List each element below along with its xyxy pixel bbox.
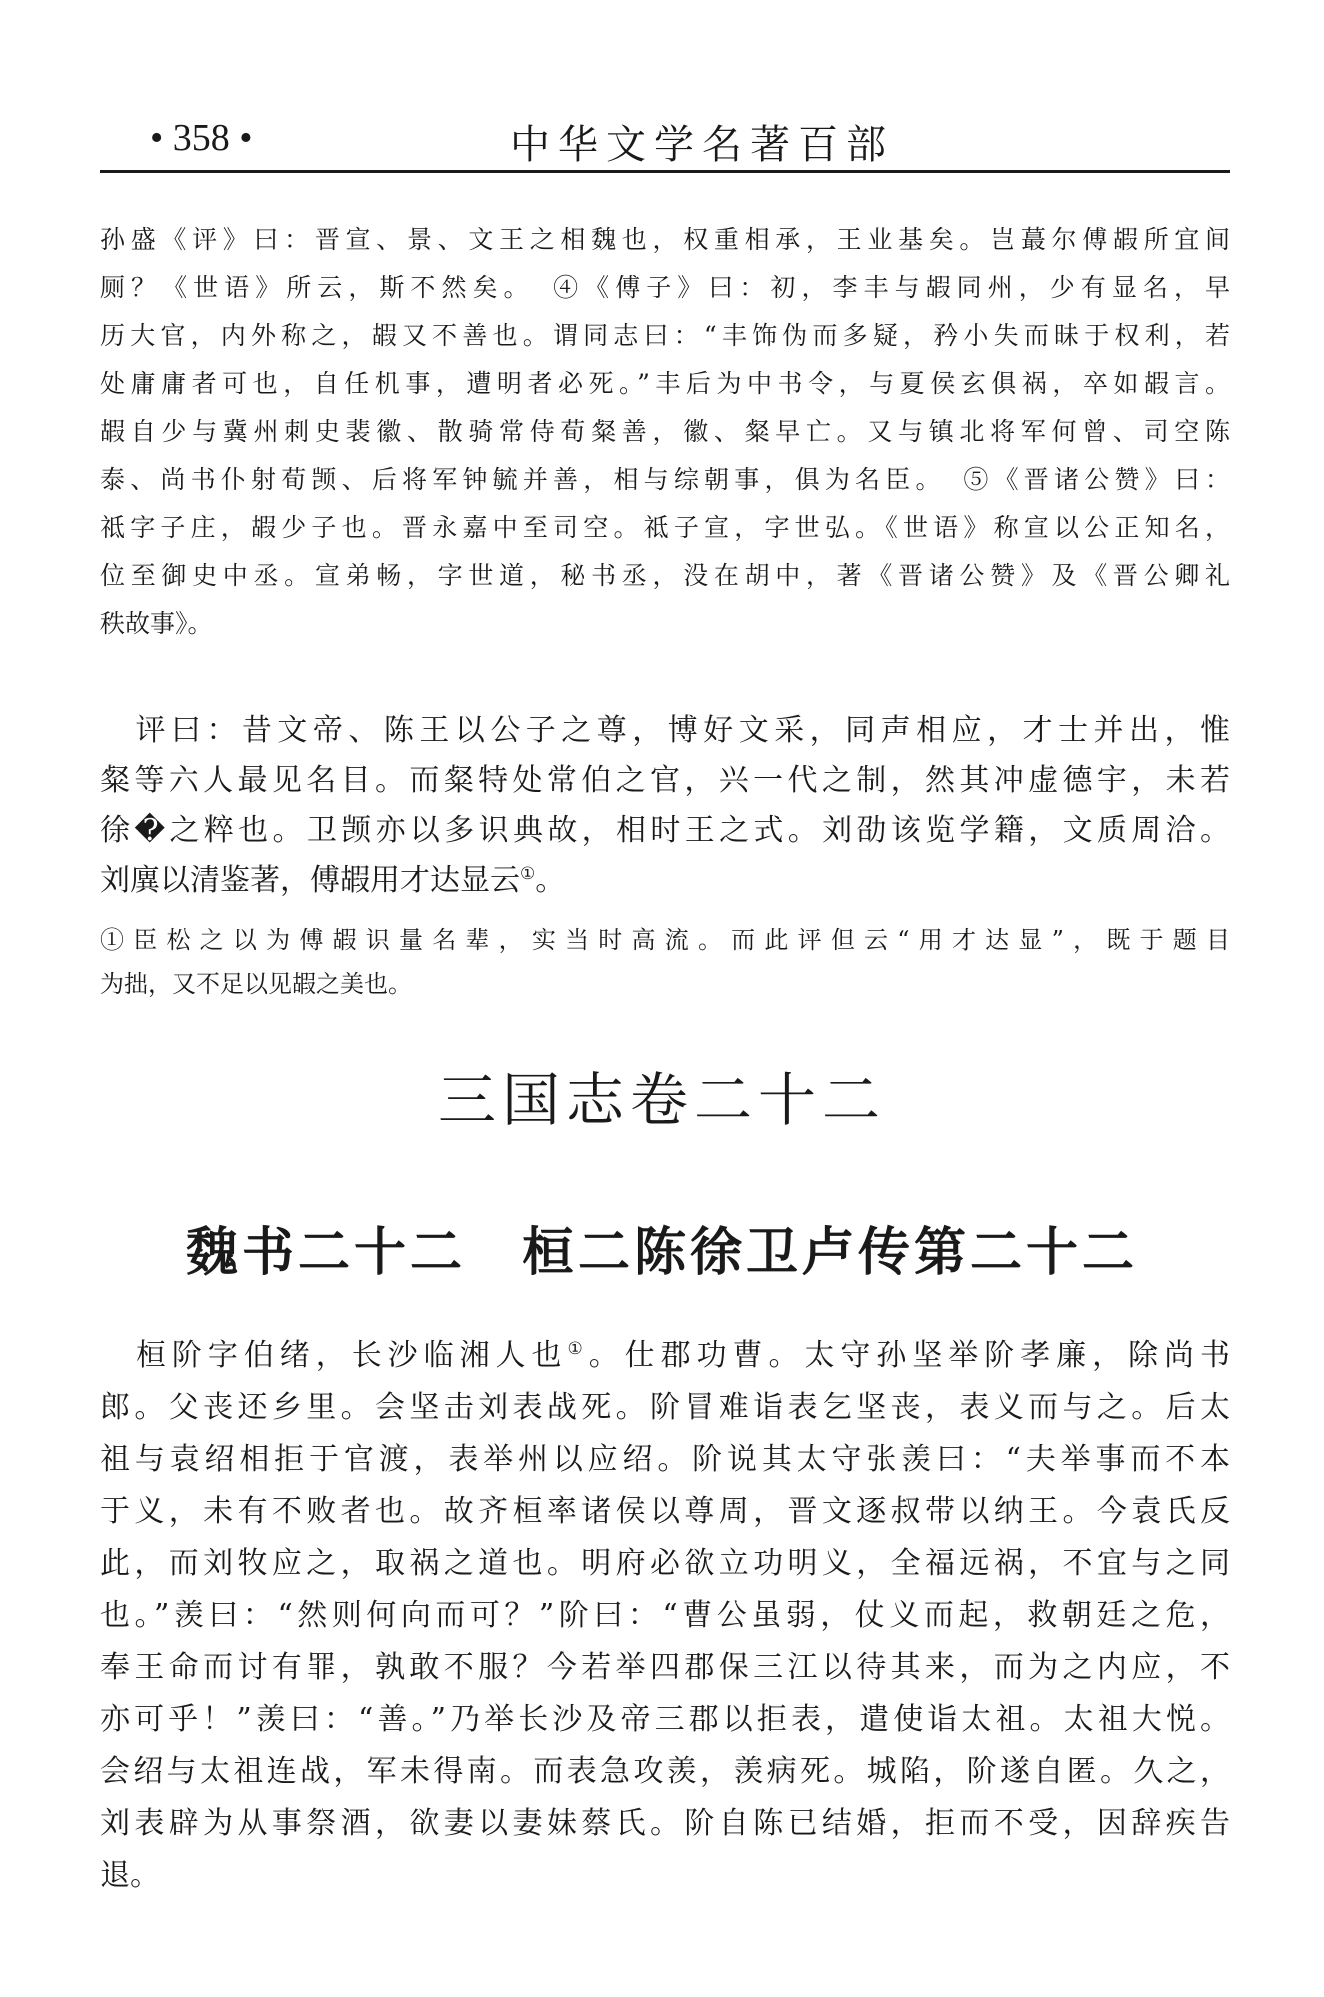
volume-title: 三国志卷二十二 [437,1066,886,1134]
commentary-line: 粲等六人最见名目。而粲特处常伯之官，兴一代之制，然其冲虚德宇，未若 [100,763,1230,798]
main-line: 祖与袁绍相拒于官渡，表举州以应绍。阶说其太守张羡曰：“夫举事而不本 [100,1442,1230,1477]
main-line: 此，而刘牧应之，取祸之道也。明府必欲立功明义，全福远祸，不宜与之同 [100,1546,1230,1581]
annotation-line: 处庸庸者可也，自任机事，遭明者必死。”丰后为中书令，与夏侯玄俱祸，卒如嘏言。 [100,369,1230,398]
commentary-text: 刘廙以清鉴著，傅嘏用才达显云 [100,863,520,898]
commentary-tail: 。 [535,863,566,898]
header-rule [100,170,1230,173]
footnote-marker: ① [520,864,536,884]
annotation-line: 位至御史中丞。宣弟畅，字世道，秘书丞，没在胡中，著《晋诸公赞》及《晋公卿礼 [100,561,1230,590]
page-header [100,108,1230,168]
section-title: 魏书二十二 桓二陈徐卫卢传第二十二 [185,1223,1138,1283]
commentary-line [100,856,1230,906]
main-line: 刘表辟为从事祭酒，欲妻以妻妹蔡氏。阶自陈已结婚，拒而不受，因辞疾告 [100,1806,1230,1841]
annotation-block [100,216,1230,648]
main-line: 会绍与太祖连战，军未得南。而表急攻羡，羡病死。城陷，阶遂自匿。久之， [100,1754,1230,1789]
main-line: 退。 [100,1858,160,1893]
page-number: • 358 • [150,117,253,159]
footnote-marker: ① [567,1339,589,1359]
main-line: 奉王命而讨有罪，孰敢不服？今若举四郡保三江以待其来，而为之内应，不 [100,1650,1230,1685]
annotation-line: 秩故事》。 [100,609,213,638]
main-line: 也。”羡曰：“然则何向而可？”阶曰：“曹公虽弱，仗义而起，救朝廷之危， [100,1598,1230,1633]
main-line: 于义，未有不败者也。故齐桓率诸侯以尊周，晋文逐叔带以纳王。今袁氏反 [100,1494,1230,1529]
annotation-line: 历大官，内外称之，嘏又不善也。谓同志曰：“丰饰伪而多疑，矜小失而昧于权利，若 [100,321,1230,350]
main-text: 桓阶字伯绪，长沙临湘人也 [100,1338,568,1373]
annotation-line: 孙盛《评》曰：晋宣、景、文王之相魏也，权重相承，王业基矣。岂蕞尔傅嘏所宜间 [100,225,1230,254]
commentary-line: 评曰：昔文帝、陈王以公子之尊，博好文采，同声相应，才士并出，惟 [100,713,1230,748]
footnote-line: 为拙，又不足以见嘏之美也。 [100,970,412,998]
main-line [100,1330,1230,1382]
biography-text [100,1330,1230,1902]
main-line: 郎。父丧还乡里。会坚击刘表战死。阶冒难诣表乞坚丧，表义而与之。后太 [100,1390,1230,1425]
footnote-line: ①臣松之以为傅嘏识量名辈，实当时高流。而此评但云“用才达显”，既于题目 [100,926,1230,954]
commentary-line: 徐�之粹也。卫𫖮亦以多识典故，相时王之式。刘劭该览学籍，文质周洽。 [100,813,1230,848]
annotation-line: 厕？《世语》所云，斯不然矣。 ④《傅子》曰：初，李丰与嘏同州，少有显名，早 [100,273,1230,302]
main-text: 。仕郡功曹。太守孙坚举阶孝廉，除尚书 [588,1338,1231,1373]
footnote-block [100,918,1230,1006]
annotation-line: 嘏自少与冀州刺史裴徽、散骑常侍荀粲善，徽、粲早亡。又与镇北将军何曾、司空陈 [100,417,1230,446]
annotation-line: 泰、尚书仆射荀𫖮、后将军钟毓并善，相与综朝事，俱为名臣。 ⑤《晋诸公赞》曰： [100,465,1230,494]
book-title: 中华文学名著百部 [510,122,894,168]
annotation-line: 祗字子庄，嘏少子也。晋永嘉中至司空。祗子宣，字世弘。《世语》称宣以公正知名， [100,513,1230,542]
main-line: 亦可乎！”羡曰：“善。”乃举长沙及帝三郡以拒表，遣使诣太祖。太祖大悦。 [100,1702,1230,1737]
commentary-paragraph [100,706,1230,906]
